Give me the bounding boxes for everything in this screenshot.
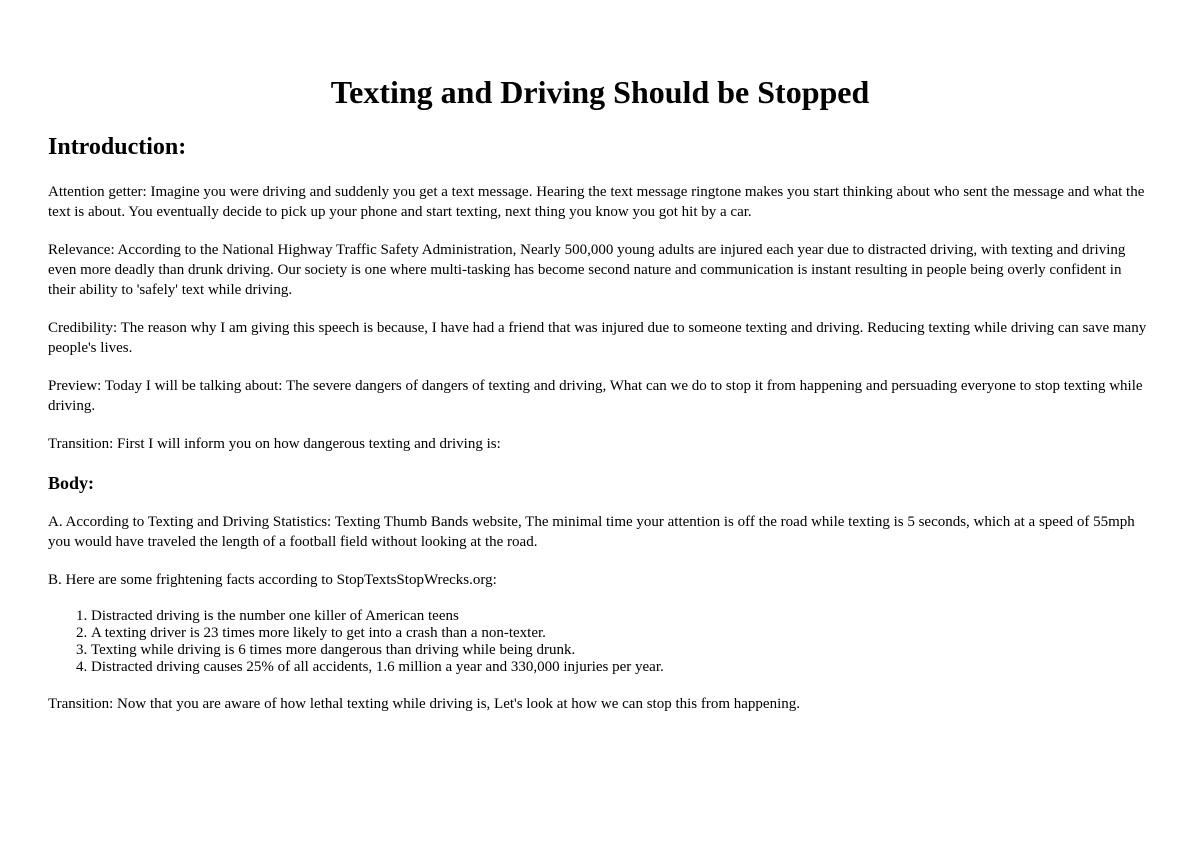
- list-item: 1. Distracted driving is the number one killer of American teens: [91, 608, 1152, 625]
- list-item: 4. Distracted driving causes 25% of all accidents, 1.6 million a year and 330,000 injuries per year.: [91, 659, 1152, 676]
- document-title: Texting and Driving Should be Stopped: [330, 74, 870, 110]
- body-transition-paragraph: Transition: Now that you are aware of how lethal texting while driving is, Let's look at how we can stop this from happening.: [48, 696, 801, 712]
- relevance-paragraph: Relevance: According to the National Highway Traffic Safety Administration, Nearly 500,000 young adults are injured each year due to distracted driving, with texting and driving even more deadly than drunk driving. Our society is one where multi-tasking has become second nature and communication is instant resulting in people being overly confident in their ability to 'safely' text while driving.: [48, 242, 1126, 298]
- attention-getter-paragraph: Attention getter: Imagine you were driving and suddenly you get a text message. Hearing the text message ringtone makes you start thinking about who sent the message and what the text is about. You eventually decide to pick up your phone and start texting, next thing you know you got hit by a car.: [48, 184, 1145, 220]
- body-heading: Body:: [48, 473, 95, 493]
- preview-paragraph: Preview: Today I will be talking about: The severe dangers of dangers of texting and driving, What can we do to stop it from happening and persuading everyone to stop texting while driving.: [48, 378, 1143, 414]
- credibility-paragraph: Credibility: The reason why I am giving this speech is because, I have had a friend that was injured due to someone texting and driving. Reducing texting while driving can save many people's lives.: [48, 320, 1147, 356]
- point-a-paragraph: A. According to Texting and Driving Statistics: Texting Thumb Bands website, The minimal time your attention is off the road while texting is 5 seconds, which at a speed of 55mph you would have traveled the length of a football field without looking at the road.: [48, 514, 1135, 550]
- point-b-paragraph: B. Here are some frightening facts according to StopTextsStopWrecks.org:: [48, 572, 497, 588]
- list-item: 3. Texting while driving is 6 times more dangerous than driving while being drunk.: [91, 642, 1152, 659]
- introduction-heading: Introduction:: [48, 134, 187, 160]
- facts-list: [48, 608, 1152, 676]
- transition-paragraph: Transition: First I will inform you on how dangerous texting and driving is:: [48, 436, 501, 452]
- list-item: 2. A texting driver is 23 times more likely to get into a crash than a non-texter.: [91, 625, 1152, 642]
- body-section: [48, 512, 1152, 714]
- introduction-section: [48, 182, 1152, 454]
